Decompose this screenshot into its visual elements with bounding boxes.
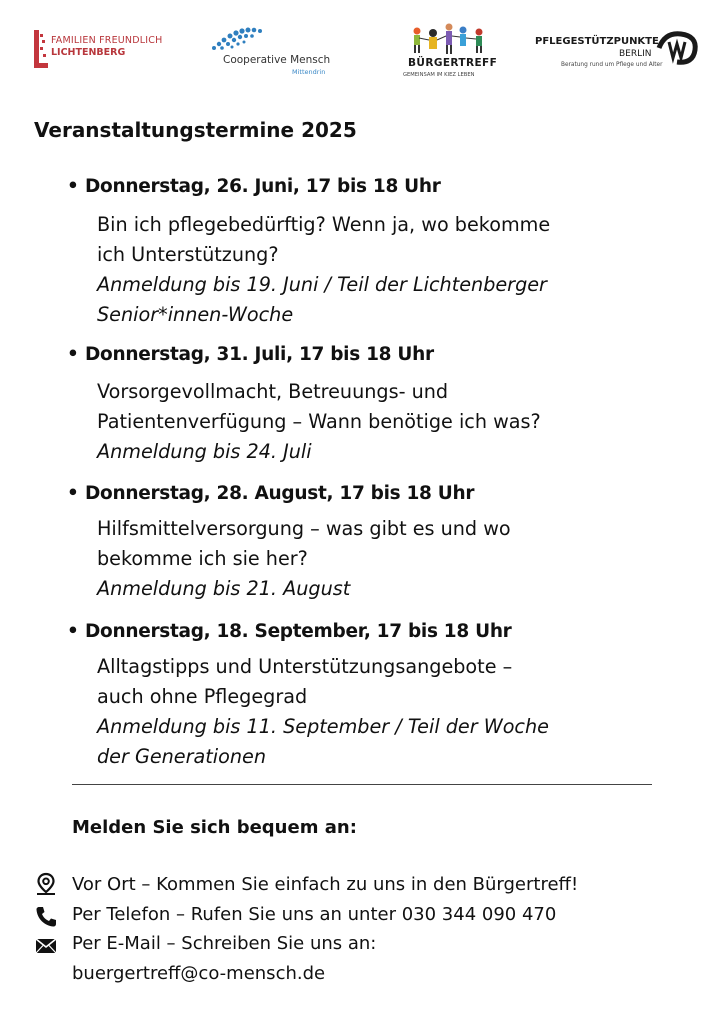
event-line: Alltagstipps und Unterstützungsangebote –	[97, 655, 513, 678]
bullet-icon: •	[67, 344, 79, 365]
pflegestuetzpunkte-logo	[535, 22, 705, 78]
event-registration-note: Anmeldung bis 11. September / Teil der Woche	[97, 715, 549, 738]
event-registration-note: Senior*innen-Woche	[97, 303, 294, 326]
event-line: ich Unterstützung?	[97, 243, 279, 266]
event-description	[97, 377, 677, 467]
people-figures-icon	[409, 22, 493, 56]
event-date	[67, 621, 512, 642]
location-pin-icon	[34, 872, 58, 896]
pflege-line1: PFLEGESTÜTZPUNKTE	[535, 36, 659, 47]
cooperative-line1: Cooperative Mensch	[223, 54, 331, 66]
event-date-text: Donnerstag, 26. Juni, 17 bis 18 Uhr	[85, 176, 441, 197]
event-date-text: Donnerstag, 18. September, 17 bis 18 Uhr	[85, 621, 512, 642]
event-registration-note: Anmeldung bis 24. Juli	[97, 440, 312, 463]
familien-mark-icon	[34, 30, 48, 68]
buergertreff-line2: GEMEINSAM IM KIEZ LEBEN	[403, 72, 475, 78]
phone-icon	[34, 905, 58, 929]
page-title: Veranstaltungstermine 2025	[34, 118, 357, 142]
mail-icon	[34, 934, 58, 958]
contact-phone: Per Telefon – Rufen Sie uns an unter 030 344 090 470	[72, 904, 557, 925]
event-line: Hilfsmittelversorgung – was gibt es und wo	[97, 517, 511, 540]
buergertreff-logo	[405, 22, 497, 78]
cooperative-mensch-logo	[206, 22, 346, 78]
familien-freundlich-logo	[34, 22, 164, 78]
event-line: Patientenverfügung – Wann benötige ich was?	[97, 410, 541, 433]
logo-bar	[0, 22, 724, 82]
contact-email-address[interactable]: buergertreff@co-mensch.de	[72, 963, 326, 984]
event-date	[67, 176, 441, 197]
bullet-icon: •	[67, 176, 79, 197]
bullet-icon: •	[67, 483, 79, 504]
divider	[72, 784, 652, 785]
contact-in-person: Vor Ort – Kommen Sie einfach zu uns in den Bürgertreff!	[72, 874, 579, 895]
pflege-line3: Beratung rund um Pflege und Alter	[561, 62, 663, 68]
contact-email-label: Per E-Mail – Schreiben Sie uns an:	[72, 933, 377, 954]
pflege-line2: BERLIN	[619, 49, 652, 59]
event-date-text: Donnerstag, 31. Juli, 17 bis 18 Uhr	[85, 344, 434, 365]
event-registration-note: Anmeldung bis 19. Juni / Teil der Lichtenberger	[97, 273, 547, 296]
familien-line1: FAMILIEN FREUNDLICH	[51, 35, 163, 46]
familien-line2: LICHTENBERG	[51, 47, 126, 58]
cooperative-line2: Mittendrin	[292, 68, 326, 76]
event-description	[97, 652, 677, 772]
event-line: Bin ich pflegebedürftig? Wenn ja, wo bekomme	[97, 213, 551, 236]
event-date	[67, 344, 434, 365]
cooperative-dots-icon	[208, 26, 268, 52]
event-date	[67, 483, 474, 504]
event-registration-note: der Generationen	[97, 745, 266, 768]
pflege-swoosh-icon	[655, 28, 703, 68]
buergertreff-line1: BÜRGERTREFF	[408, 57, 498, 69]
cta-title: Melden Sie sich bequem an:	[72, 817, 357, 838]
event-date-text: Donnerstag, 28. August, 17 bis 18 Uhr	[85, 483, 475, 504]
bullet-icon: •	[67, 621, 79, 642]
event-line: bekomme ich sie her?	[97, 547, 308, 570]
event-description	[97, 210, 677, 330]
event-description	[97, 514, 677, 604]
event-line: auch ohne Pflegegrad	[97, 685, 308, 708]
event-line: Vorsorgevollmacht, Betreuungs- und	[97, 380, 449, 403]
event-registration-note: Anmeldung bis 21. August	[97, 577, 351, 600]
